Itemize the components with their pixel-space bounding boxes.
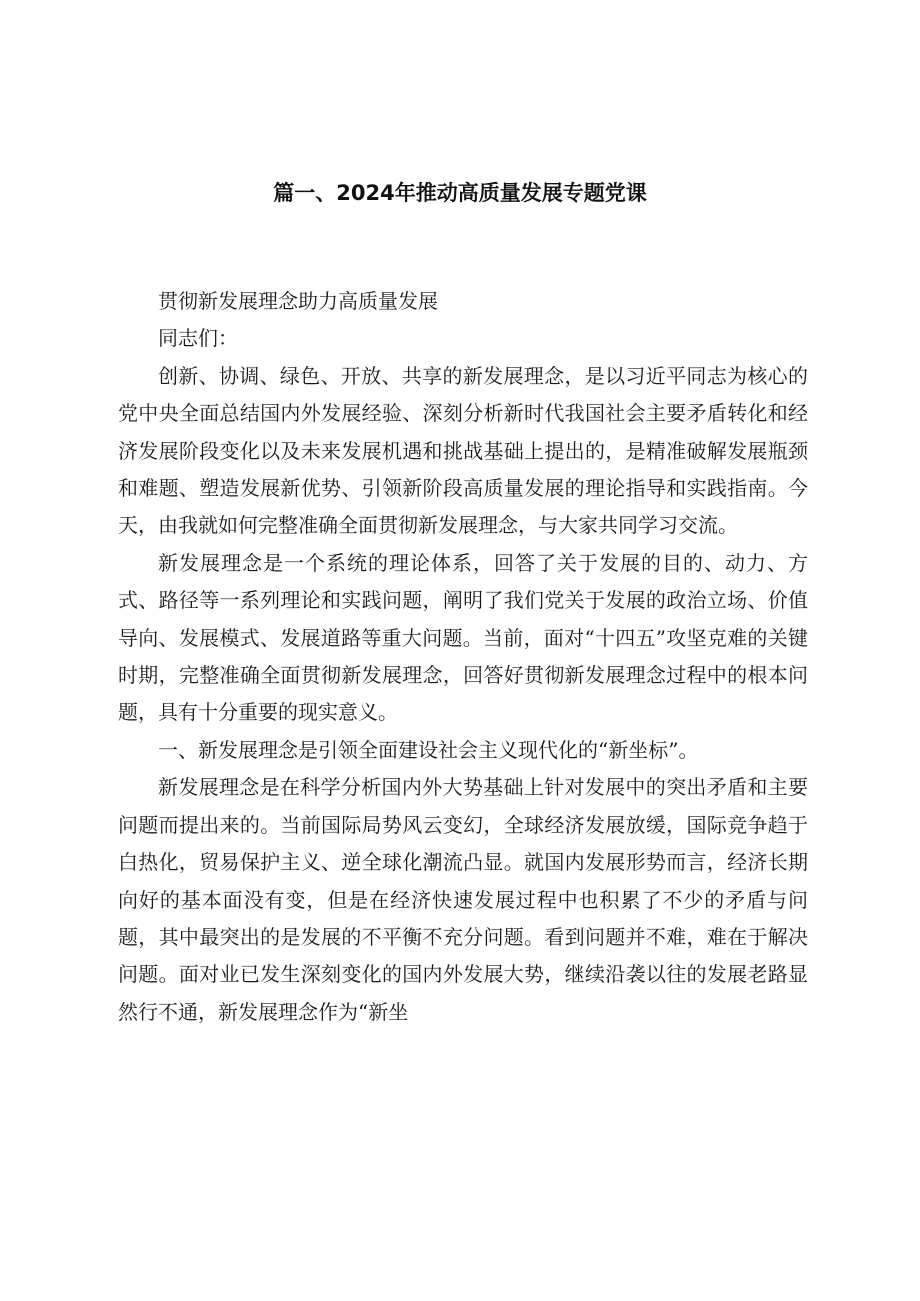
paragraph-subtitle: 贯彻新发展理念助力高质量发展 (158, 289, 438, 313)
document-title: 篇一、2024年推动高质量发展专题党课 (273, 181, 647, 205)
paragraph-system: 新发展理念是一个系统的理论体系，回答了关于发展的目的、动力、方式、路径等一系列理论和实践问题，阐明了我们党关于发展的政治立场、价值导向、发展模式、发展道路等重大问题。当前，面对“十四五”攻坚克难的关键时期，完整准确全面贯彻新发展理念，回答好贯彻新发展理念过程中的根本问题，具有十分重要的现实意义。 (118, 550, 808, 725)
section-heading-one: 一、新发展理念是引领全面建设社会主义现代化的“新坐标”。 (158, 737, 699, 762)
paragraph-salutation: 同志们： (158, 326, 238, 351)
document-body (118, 283, 808, 1031)
paragraph-intro: 创新、协调、绿色、开放、共享的新发展理念，是以习近平同志为核心的党中央全面总结国内外发展经验、深刻分析新时代我国社会主要矛盾转化和经济发展阶段变化以及未来发展机遇和挑战基础上提出的，是精准破解发展瓶颈和难题、塑造发展新优势、引领新阶段高质量发展的理论指导和实践指南。今天，由我就如何完整准确全面贯彻新发展理念，与大家共同学习交流。 (118, 363, 808, 538)
paragraph-analysis: 新发展理念是在科学分析国内外大势基础上针对发展中的突出矛盾和主要问题而提出来的。当前国际局势风云变幻，全球经济发展放缓，国际竞争趋于白热化，贸易保护主义、逆全球化潮流凸显。就国内发展形势而言，经济长期向好的基本面没有变，但是在经济快速发展过程中也积累了不少的矛盾与问题，其中最突出的是发展的不平衡不充分问题。看到问题并不难，难在于解决问题。面对业已发生深刻变化的国内外发展大势，继续沿袭以往的发展老路显然行不通，新发展理念作为“新坐 (118, 775, 808, 1024)
